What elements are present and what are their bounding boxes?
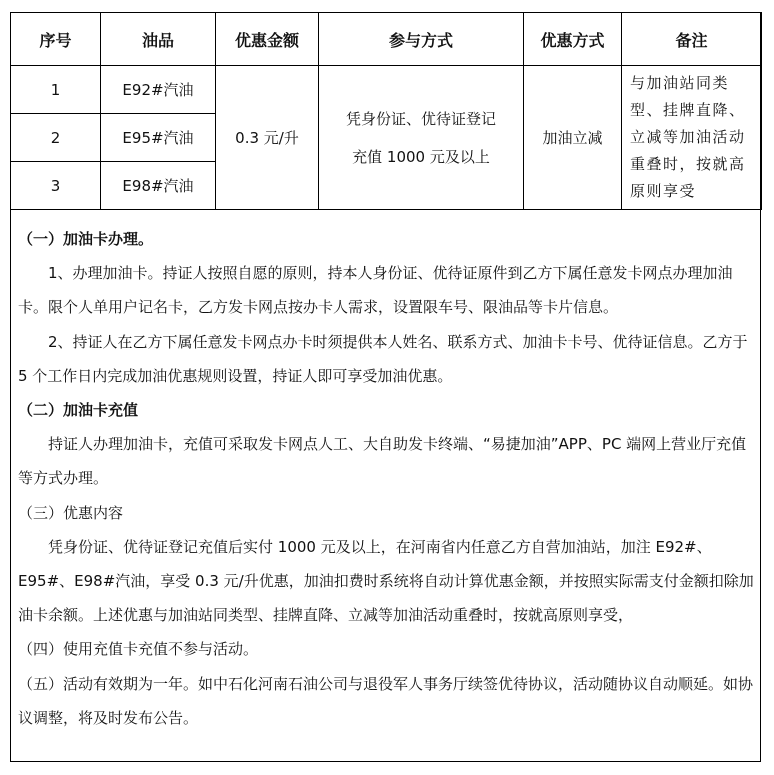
paragraph-card-application: 1、办理加油卡。持证人按照自愿的原则，持本人身份证、优待证原件到乙方下属任意发卡网点办理加油卡。限个人单用户记名卡，乙方发卡网点按办卡人需求，设置限车号、限油品等卡片信息。 (18, 264, 733, 317)
header-discount-amount: 优惠金额 (216, 13, 319, 66)
participation-line-1: 凭身份证、优待证登记 (345, 109, 496, 128)
row-oil: E92#汽油 (101, 66, 216, 114)
participation-line-2: 充值 1000 元及以上 (352, 147, 490, 166)
row-oil: E95#汽油 (101, 114, 216, 162)
section-heading-card-recharge: （二）加油卡充值 (18, 401, 139, 420)
header-remark: 备注 (622, 13, 762, 66)
table-header-row (11, 13, 762, 66)
section-heading-card-application: （一）加油卡办理。 (18, 230, 154, 248)
header-no: 序号 (11, 13, 101, 66)
discount-amount-cell: 0.3 元/升 (216, 66, 319, 210)
participation-cell (319, 66, 524, 210)
header-participation: 参与方式 (319, 13, 524, 66)
paragraph-card-recharge: 持证人办理加油卡，充值可采取发卡网点人工、大自助发卡终端、“易捷加油”APP、PC 端网上营业厅充值等方式办理。 (18, 435, 747, 488)
row-oil: E98#汽油 (101, 162, 216, 210)
discount-table (10, 12, 762, 210)
section-heading-discount-content: （三）优惠内容 (18, 503, 124, 522)
row-no: 1 (11, 66, 101, 114)
header-discount-method: 优惠方式 (524, 13, 622, 66)
row-no: 2 (11, 114, 101, 162)
remark-cell: 与加油站同类型、挂牌直降、立减等加油活动重叠时，按就高原则享受 (622, 66, 762, 210)
discount-method-cell: 加油立减 (524, 66, 622, 210)
section-validity-period: （五）活动有效期为一年。如中石化河南石油公司与退役军人事务厅续签优待协议，活动随协议自动顺延。如协议调整，将及时发布公告。 (18, 674, 754, 727)
paragraph-discount-content: 凭身份证、优待证登记充值后实付 1000 元及以上，在河南省内任意乙方自营加油站，加注 E92#、E95#、E98#汽油，享受 0.3 元/升优惠，加油扣费时系统将自动计算优惠金额，并按照实际需支付金额扣除加油卡余额。上述优惠与加油站同类型、挂牌直降、立减等加油活动重叠时，按就高原则享受， (18, 537, 754, 625)
policy-text (18, 222, 756, 735)
table-row (11, 66, 762, 114)
paragraph-card-info: 2、持证人在乙方下属任意发卡网点办卡时须提供本人姓名、联系方式、加油卡卡号、优待证信息。乙方于 5 个工作日内完成加油优惠规则设置，持证人即可享受加油优惠。 (18, 332, 748, 385)
header-oil: 油品 (101, 13, 216, 66)
row-no: 3 (11, 162, 101, 210)
section-recharge-card-excluded: （四）使用充值卡充值不参与活动。 (18, 640, 259, 659)
